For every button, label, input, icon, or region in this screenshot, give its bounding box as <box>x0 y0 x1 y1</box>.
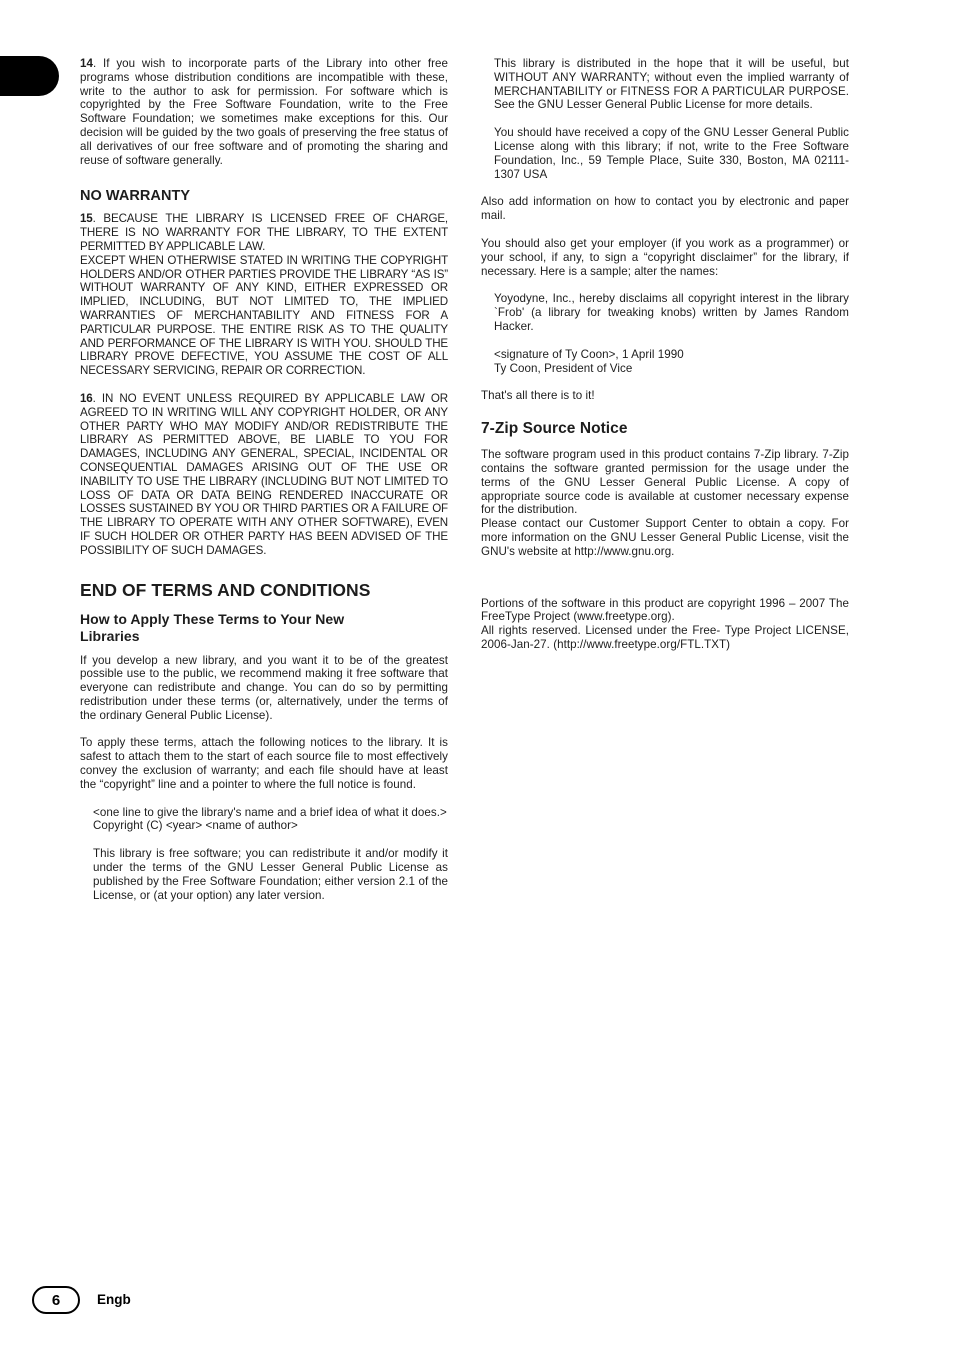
how-to-apply-heading: How to Apply These Terms to Your New Libraries <box>80 610 345 644</box>
paragraph-text: . IN NO EVENT UNLESS REQUIRED BY APPLICABLE LAW OR AGREED TO IN WRITING WILL ANY COPYRIGHT HOLDER, OR ANY OTHER PARTY WHO MAY MODIFY AND/OR REDISTRIBUTE THE LIBRARY AS PERMITTED ABOVE, BE LIABLE TO YOU FOR DAMAGES, INCLUDING ANY GENERAL, SPECIAL, INCIDENTAL OR CONSEQUENTIAL DAMAGES ARISING OUT OF THE USE OR INABILITY TO USE THE LIBRARY (INCLUDING BUT NOT LIMITED TO LOSS OF DATA OR DATA BEING RENDERED INACCURATE OR LOSSES SUSTAINED BY YOU OR THIRD PARTIES OR A FAILURE OF THE LIBRARY TO OPERATE WITH ANY OTHER SOFTWARE), EVEN IF SUCH HOLDER OR OTHER PARTY HAS BEEN ADVISED OF THE POSSIBILITY OF SUCH DAMAGES. <box>80 391 448 557</box>
license-paragraph-16 <box>80 392 448 558</box>
zip-source-paragraph <box>481 448 849 558</box>
paragraph-number: 15 <box>80 212 93 226</box>
signature-block <box>494 348 849 376</box>
zip-source-notice-heading: 7-Zip Source Notice <box>481 420 628 438</box>
language-label: Engb <box>97 1292 131 1307</box>
paragraph-number: 14 <box>80 57 93 70</box>
thats-all-paragraph: That's all there is to it! <box>481 389 595 403</box>
notice-copyright-line: Copyright (C) <year> <name of author> <box>93 819 298 833</box>
no-warranty-heading: NO WARRANTY <box>80 188 191 205</box>
freetype-license-text: All rights reserved. Licensed under the Free- Type Project LICENSE, 2006-Jan-27. (http://www.freetype.org/FTL.TXT) <box>481 624 849 651</box>
license-paragraph-15 <box>80 212 448 378</box>
also-add-paragraph: Also add information on how to contact you by electronic and paper mail. <box>481 195 849 223</box>
page-number: 6 <box>51 1291 61 1309</box>
end-of-terms-heading: END OF TERMS AND CONDITIONS <box>80 579 371 600</box>
paragraph-number: 16 <box>80 391 93 405</box>
apply-terms-paragraph: To apply these terms, attach the following notices to the library. It is safest to attach them to the start of each source file to most effectively convey the exclusion of warranty; and each file should have at least the “copyright” line and a pointer to where the full notice is found. <box>80 736 448 791</box>
notice-one-line: <one line to give the library's name and a brief idea of what it does.> <box>93 805 447 819</box>
section-tab-marker <box>0 56 59 96</box>
employer-disclaimer-paragraph: You should also get your employer (if you work as a programmer) or your school, if any, to sign a “copyright disclaimer” for the library, if necessary. Here is a sample; alter the names: <box>481 236 849 278</box>
page-footer <box>0 1284 954 1318</box>
signature-line: <signature of Ty Coon>, 1 April 1990 <box>494 347 684 361</box>
freetype-notice-paragraph <box>481 597 849 652</box>
left-column <box>80 57 448 902</box>
develop-library-paragraph: If you develop a new library, and you want it to be of the greatest possible use to the public, we recommend making it free software that everyone can redistribute and change. You can do so by permitting redistribution under these terms (or, alternatively, under the terms of the ordinary General Public License). <box>80 653 448 722</box>
freetype-copyright-text: Portions of the software in this product are copyright 1996 – 2007 The FreeType Project (www.freetype.org). <box>481 596 849 624</box>
license-paragraph-14 <box>80 57 448 167</box>
zip-source-text: The software program used in this product contains 7-Zip library. 7-Zip contains the software granted permission for the usage under the terms of the GNU Lesser General Public License. A copy of appropriate source code is available at customer necessary expense for the distribution. <box>481 448 849 517</box>
page-number-badge <box>32 1286 80 1314</box>
notice-template-block <box>93 806 448 834</box>
free-software-notice-paragraph: This library is free software; you can redistribute it and/or modify it under the terms of the GNU Lesser General Public License as published by the Free Software Foundation; either version 2.1 of the License, or (at your option) any later version. <box>93 847 448 902</box>
distributed-hope-paragraph: This library is distributed in the hope that it will be useful, but WITHOUT ANY WARRANTY; without even the implied warranty of MERCHANTABILITY or FITNESS FOR A PARTICULAR PURPOSE. See the GNU Lesser General Public License for more details. <box>494 57 849 112</box>
president-line: Ty Coon, President of Vice <box>494 361 633 375</box>
paragraph-text: EXCEPT WHEN OTHERWISE STATED IN WRITING THE COPYRIGHT HOLDERS AND/OR OTHER PARTIES PROVIDE THE LIBRARY “AS IS” WITHOUT WARRANTY OF ANY KIND, EITHER EXPRESSED OR IMPLIED, INCLUDING, BUT NOT LIMITED TO, THE IMPLIED WARRANTIES OF MERCHANTABILITY AND FITNESS FOR A PARTICULAR PURPOSE. THE ENTIRE RISK AS TO THE QUALITY AND PERFORMANCE OF THE LIBRARY IS WITH YOU. SHOULD THE LIBRARY PROVE DEFECTIVE, YOU ASSUME THE COST OF ALL NECESSARY SERVICING, REPAIR OR CORRECTION. <box>80 253 448 378</box>
paragraph-text: . BECAUSE THE LIBRARY IS LICENSED FREE OF CHARGE, THERE IS NO WARRANTY FOR THE LIBRARY, TO THE EXTENT PERMITTED BY APPLICABLE LAW. <box>80 212 448 253</box>
right-column <box>481 57 849 652</box>
paragraph-text: . If you wish to incorporate parts of the Library into other free programs whose distribution conditions are incompatible with these, write to the author to ask for permission. For software which is copyrighted by the Free Software Foundation, write to the Free Software Foundation; we sometimes make exceptions for this. Our decision will be guided by the two goals of preserving the free status of all derivatives of our free software and of promoting the sharing and reuse of software generally. <box>80 57 448 167</box>
received-copy-paragraph: You should have received a copy of the GNU Lesser General Public License along with this library; if not, write to the Free Software Foundation, Inc., 59 Temple Place, Suite 330, Boston, MA 02111-1307 USA <box>494 126 849 181</box>
zip-contact-text: Please contact our Customer Support Center to obtain a copy. For more information on the GNU Lesser General Public License, visit the GNU's website at http://www.gnu.org. <box>481 517 849 558</box>
yoyodyne-sample-paragraph: Yoyodyne, Inc., hereby disclaims all copyright interest in the library `Frob' (a library for tweaking knobs) written by James Random Hacker. <box>494 292 849 333</box>
